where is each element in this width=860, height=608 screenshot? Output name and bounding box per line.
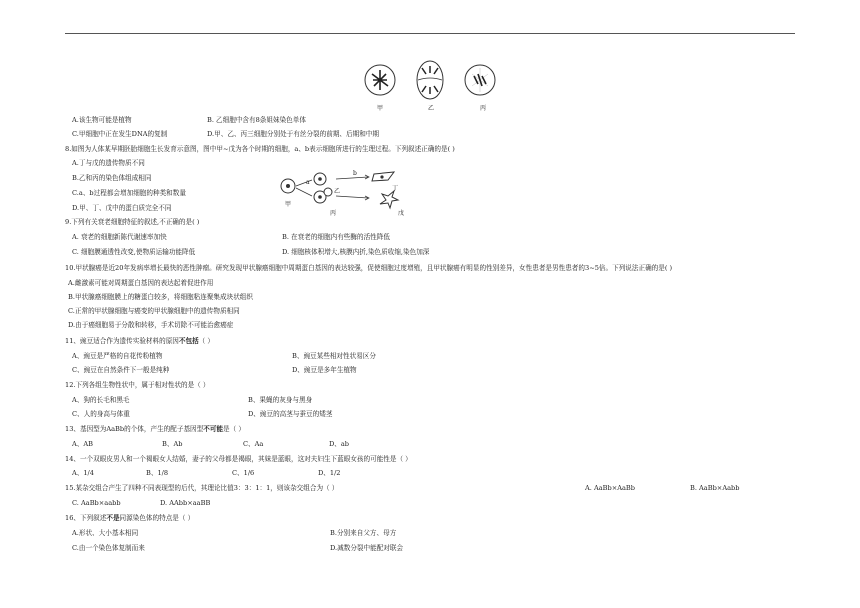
mitosis-cells-illustration: [360, 60, 520, 116]
q11-stem-emphasis: 不包括: [178, 337, 199, 345]
q13-option-c: C、Aa: [243, 440, 264, 448]
q13-option-d: D、ab: [329, 440, 350, 448]
q11-stem: [65, 337, 214, 346]
q15-option-d: D. AAbb×aaBB: [160, 499, 211, 507]
q12-option-b: B、果蝇的灰身与黑身: [248, 396, 313, 404]
q9-stem: 9.下列有关衰老细胞特征的叙述,不正确的是( ): [65, 218, 200, 226]
q16-option-c: C.由一个染色体复制而来: [72, 544, 145, 552]
q7-option-c: C.甲细胞中正在发生DNA的复制: [72, 130, 168, 138]
q10-option-a: A.雌激素可能对周期蛋白基因的表达起着促进作用: [68, 279, 214, 287]
q15-stem: 15.某杂交组合产生了四种不同表现型的后代，其理论比值3：3：1：1，则该杂交组合为（ ）: [65, 484, 339, 492]
q9-option-a: A. 衰老的细胞新陈代谢速率加快: [72, 233, 167, 241]
q8-label-a: a: [306, 179, 310, 186]
q11-option-b: B、豌豆某些相对性状易区分: [292, 352, 376, 360]
q15-option-c: C. AaBb×aabb: [72, 499, 121, 507]
q7-option-d: D.甲、乙、丙三细胞分别处于有丝分裂的前期、后期和中期: [207, 130, 379, 138]
q16-option-b: B.分别来自父方、母方: [330, 529, 397, 537]
q8-option-b: B.乙和丙的染色体组成相同: [72, 174, 152, 182]
q7-option-b: B. 乙细胞中含有8条姐妹染色单体: [207, 116, 306, 124]
q16-stem: [65, 514, 194, 523]
q16-stem-post: 同源染色体的特点是（ ）: [119, 514, 195, 522]
q8-label-yi: 乙: [334, 188, 341, 195]
q11-stem-post: （ ）: [198, 337, 214, 345]
figure-label-jia: 甲: [377, 105, 384, 112]
q12-stem: 12.下列各组生物性状中，属于相对性状的是（ ）: [65, 381, 210, 389]
q8-label-wu: 戊: [398, 210, 405, 217]
q10-option-d: D.由于癌细胞易于分散和转移，手术切除不可能治愈癌症: [68, 321, 234, 329]
q14-stem: 14、一个双眼皮男人和一个褐眼女人结婚，妻子的父母都是褐眼，其妹是蓝眼，这对夫妇生下蓝眼女孩的可能性是（ ）: [65, 455, 412, 463]
q9-option-b: B. 在衰老的细胞内有些酶的活性降低: [282, 233, 390, 241]
q15-option-a: A. AaBb×AaBb: [585, 484, 635, 492]
q13-stem-pre: 13、基因型为AaBb的个体，产生的配子基因型: [65, 425, 204, 433]
q8-label-jia: 甲: [285, 201, 292, 208]
q15-option-b: B. AaBb×Aabb: [690, 484, 740, 492]
q12-option-a: A、狗的长毛和黑毛: [72, 396, 130, 404]
q9-option-d: D. 细胞核体积增大,核膜内折,染色质收缩,染色加深: [282, 248, 430, 256]
q14-option-b: B、1/8: [146, 469, 169, 477]
q10-stem: 10.甲状腺癌是近20年发病率增长最快的恶性肿瘤。研究发现甲状腺癌细胞中周期蛋白基因的表达较强，促使细胞过度增殖，且甲状腺癌有明显的性别差异，女性患者是男性患者的3~5倍。下列说法正确的是( ): [65, 264, 673, 272]
q11-option-a: A、豌豆是严格的自花传粉植物: [72, 352, 163, 360]
q13-stem-emphasis: 不可能: [203, 425, 224, 433]
q8-option-c: C.a、b过程都会增加细胞的种类和数量: [72, 189, 186, 197]
q16-stem-pre: 16、下列叙述: [65, 514, 107, 522]
q11-option-c: C、豌豆在自然条件下一般是纯种: [72, 366, 170, 374]
q9-option-c: C. 细胞膜通透性改变,使物质运输功能降低: [72, 248, 196, 256]
q11-option-d: D、豌豆是多年生植物: [292, 366, 357, 374]
q8-label-ding: 丁: [392, 185, 399, 192]
q11-stem-pre: 11、豌豆适合作为遗传实验材料的原因: [65, 337, 179, 345]
q8-label-bing: 丙: [330, 210, 337, 217]
q13-stem-post: 是（ ）: [223, 425, 245, 433]
q7-option-a: A.该生物可能是植物: [72, 116, 132, 124]
q12-option-c: C、人的身高与体重: [72, 410, 130, 418]
q14-option-a: A、1/4: [72, 469, 94, 477]
q16-option-a: A.形状、大小基本相同: [72, 529, 139, 537]
q8-option-d: D.甲、丁、戊中的蛋白质完全不同: [72, 204, 172, 212]
q10-option-b: B.甲状腺癌细胞膜上的糖蛋白较多，将细胞粘连聚集成块状组织: [68, 293, 253, 301]
q8-stem: 8.如图为人体某早期胚胎细胞生长发育示意图，图中甲~戊为各个时期的细胞，a、b表示细胞所进行的生理过程。下列叙述正确的是( ): [65, 145, 455, 153]
q14-option-d: D、1/2: [318, 469, 341, 477]
q16-stem-emphasis: 不是: [106, 514, 120, 522]
q8-option-a: A.丁与戊的遗传物质不同: [72, 159, 145, 167]
cell-division-figure: [360, 60, 520, 116]
q13-option-b: B、Ab: [162, 440, 183, 448]
figure-label-yi: 乙: [428, 105, 435, 112]
q8-label-b: b: [353, 170, 357, 177]
q12-option-d: D、豌豆的高茎与蚕豆的矮茎: [248, 410, 333, 418]
header-rule: [65, 33, 795, 34]
q13-stem: [65, 425, 245, 434]
q16-option-d: D.减数分裂中能配对联会: [330, 544, 404, 552]
q10-option-c: C.正常的甲状腺细胞与癌变的甲状腺细胞中的遗传物质相同: [68, 307, 240, 315]
figure-label-bing: 丙: [480, 105, 487, 112]
q14-option-c: C、1/6: [232, 469, 255, 477]
q13-option-a: A、AB: [72, 440, 93, 448]
